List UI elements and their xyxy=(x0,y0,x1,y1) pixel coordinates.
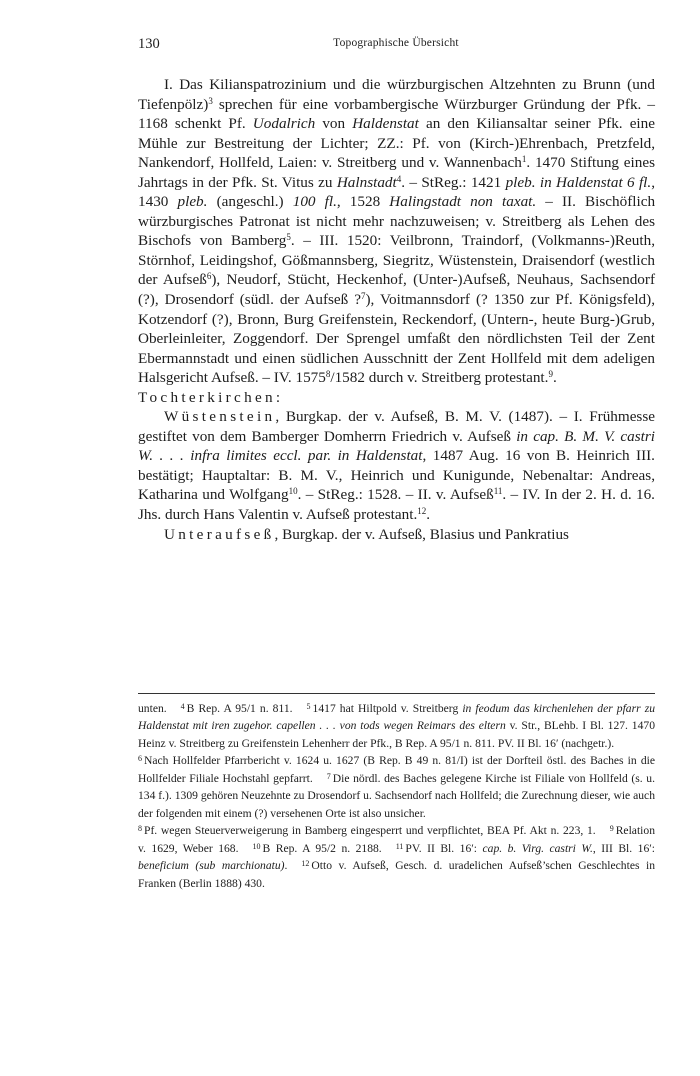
footnote-ref: 5 xyxy=(286,232,291,243)
page-number: 130 xyxy=(138,36,160,52)
footnote-ref: 11 xyxy=(493,486,503,497)
footnote-ref: 1 xyxy=(521,154,527,165)
footnote-block-4-5: unten. $^4$ B Rep. A 95/1 n. 811. $^5$ 1417 hat Hiltpold v. Streitberg in feodum das kirchenlehen der pfarr zu Haldenstat mit iren zugehor. capellen . . . von tods wegen Reimars des eltern v. Str., BLehb. I Bl. 127. 1470 Heinz v. Streitberg zu Greifenstein Lehenherr der Pfk., B Rep. A 95/1 n. 811. PV. II Bl. 16′ (nachgetr.). xyxy=(138,702,656,750)
footnotes xyxy=(138,700,655,892)
paragraph-halnstadt: I. Das Kilianspatrozinium und die würzburgischen Altzehnten zu Brunn (und Tiefenpölz)$^3$ sprechen für eine vorbambergische Würzburger Gründung der Pfk. – 1168 schenkt Pf. Uodalrich von Haldenstat an den Kiliansaltar seiner Pfk. eine Mühle zur Bestreitung der Lichter; ZZ.: Pf. von (Kirch-)Ehrenbach, Pretzfeld, Nankendorf, Hollfeld, Laien: v. Streitberg und v. Wannenbach$^1$. 1470 Stiftung eines Jahrtags in der Pfk. St. Vitus zu Halnstadt$^4$. – StReg.: 1421 pleb. in Haldenstat 6 fl., 1430 pleb. (angeschl.) 100 fl., 1528 Halingstadt non taxat. – II. Bischöflich würzburgisches Patronat ist nicht mehr nachzuweisen; v. Streitberg als Lehen des Bischofs von Bamberg$^5$. – III. 1520: Veilbronn, Traindorf, (Volkmanns-)Reuth, Störnhof, Leidingshof, Gößmannsberg, Siegritz, Wüstenstein, Draisendorf (westlich der Aufseß$^6$), Neudorf, Stücht, Heckenhof, (Unter-)Aufseß, Neuhaus, Sachsendorf (?), Drosendorf (südl. der Aufseß ?$^7$), Voitmannsdorf (? 1350 zur Pf. Königsfeld), Kotzendorf (?), Bronn, Burg Greifenstein, Reckendorf, (Untern-, heute Burg-)Grub, Oberleinleiter, Zoggendorf. Der Sprengel umfaßt den nördlichsten Teil der Zent Ebermannstadt und einen südlichen Ausschnitt der Zent Hollfeld mit dem adeligen Halsgericht Aufseß. – IV. 1575$^8$/1582 durch v. Streitberg protestant.$^9$. xyxy=(138,76,656,387)
place-name: Unteraufseß xyxy=(164,525,275,543)
footnote-ref: 4 xyxy=(396,173,402,184)
footnote-number: 12 xyxy=(301,859,310,869)
main-text xyxy=(138,75,655,544)
footnote-ref: 7 xyxy=(360,291,366,302)
footnote-ref: 3 xyxy=(208,95,213,106)
footnote-number: 5 xyxy=(306,702,311,711)
footnote-number: 9 xyxy=(609,824,614,834)
page-header xyxy=(138,36,654,56)
footnote-number: 4 xyxy=(180,702,185,711)
footnote-number: 11 xyxy=(395,841,404,851)
footnote-number: 10 xyxy=(252,841,261,851)
footnote-ref: 10 xyxy=(288,486,298,497)
footnote-block-6-7: $^6$ Nach Hollfelder Pfarrbericht v. 1624 u. 1627 (B Rep. B 49 n. 81/I) ist der Dorfteil östl. des Baches in die Hollfelder Filiale Hochstahl gepfarrt. $^7$ Die nördl. des Baches gelegene Kirche ist Filiale von Hollfeld (s. u. 134 f.). 1309 gehören Neuzehnte zu Drosendorf u. Sachsendorf nach Hollfeld; die Zurechnung dieser, wie auch der folgenden mit einem (?) versehenen Orte ist also unsicher. xyxy=(138,754,655,820)
paragraph-wuestenstein: Wüstenstein, Burgkap. der v. Aufseß, B. M. V. (1487). – I. Frühmesse gestiftet von dem Bamberger Domherrn Friedrich v. Aufseß in cap. B. M. V. castri W. . . . infra limites eccl. par. in Haldenstat, 1487 Aug. 16 von B. Heinrich III. bestätigt; Hauptaltar: B. M. V., Heinrich und Kunigunde, Nebenaltar: Andreas, Katharina und Wolfgang$^{10}$. – StReg.: 1528. – II. v. Aufseß$^{11}$. – IV. In der 2. H. d. 16. Jhs. durch Hans Valentin v. Aufseß protestant.$^{12}$. xyxy=(138,408,655,524)
running-title: Topographische Übersicht xyxy=(333,37,459,49)
footnote-number: 8 xyxy=(138,824,142,834)
footnote-ref: 8 xyxy=(325,369,331,380)
footnote-block-8-12: $^8$ Pf. wegen Steuerverweigerung in Bamberg eingesperrt und verpflichtet, BEA Pf. Akt n. 223, 1. $^9$ Relation v. 1629, Weber 168. $^{10}$ B Rep. A 95/2 n. 2188. $^{11}$ PV. II Bl. 16′: cap. b. Virg. castri W., III Bl. 16′: beneficium (sub marchionatu). $^{12}$ Otto v. Aufseß, Gesch. d. uradelichen Aufseß’schen Geschlechtes in Franken (Berlin 1888) 430. xyxy=(138,824,655,890)
footnote-ref: 6 xyxy=(206,271,212,282)
footnote-ref: 9 xyxy=(548,369,553,380)
footnote-ref: 12 xyxy=(417,506,427,517)
footnote-number: 6 xyxy=(138,754,142,764)
footnote-number: 7 xyxy=(326,771,331,781)
paragraph-unteraufsess: Unteraufseß, Burgkap. der v. Aufseß, Blasius und Pankratius xyxy=(164,525,569,543)
place-name: Wüstenstein xyxy=(164,408,276,426)
footnote-divider xyxy=(138,693,655,694)
section-heading-tochterkirchen: Tochterkirchen: xyxy=(138,388,284,406)
